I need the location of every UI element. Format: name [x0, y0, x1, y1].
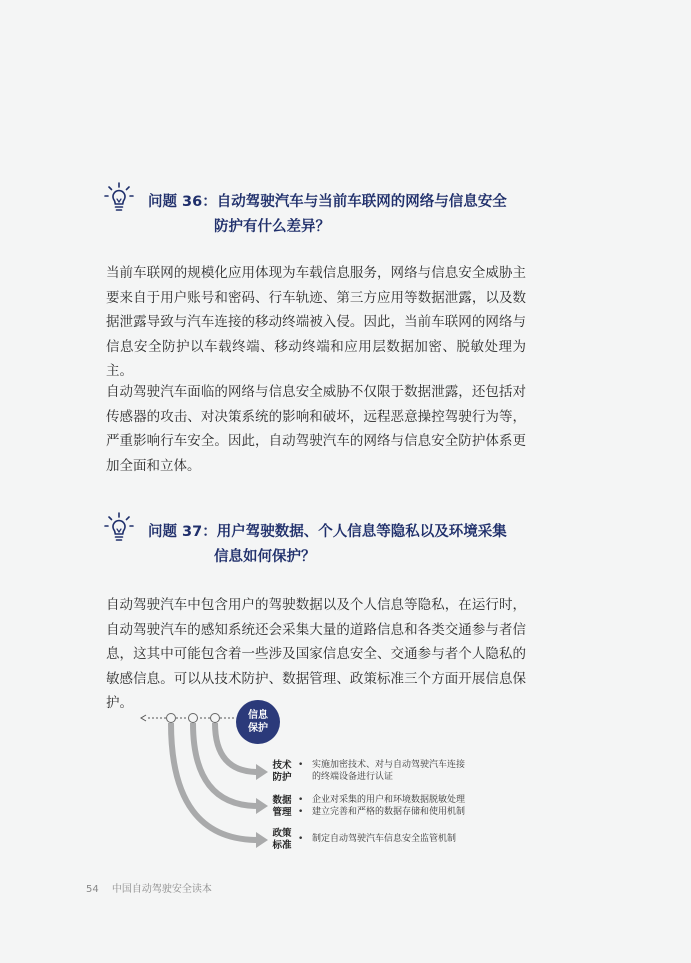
arrow-tech-head: [256, 764, 268, 780]
tech-protection-bullets: [298, 760, 465, 783]
category-label-line1: 政策: [272, 828, 292, 839]
category-label-line2: 标准: [272, 840, 292, 851]
category-data-management: [270, 795, 294, 819]
policy-standard-bullets: [298, 834, 456, 846]
info-protection-label-1: 信息: [248, 710, 268, 721]
bullet-dot: •: [298, 806, 304, 817]
bullet-item: [298, 760, 465, 783]
question-37-title-line1: 问题 37：用户驾驶数据、个人信息等隐私以及环境采集: [148, 524, 507, 540]
node-circle: [167, 714, 176, 723]
question-37-paragraph-1: 自动驾驶汽车中包含用户的驾驶数据以及个人信息等隐私，在运行时，自动驾驶汽车的感知系统还会采集大量的道路信息和各类交通参与者信息，这其中可能包含着一些涉及国家信息安全、交通参与者个人隐私的敏感信息。可以从技术防护、数据管理、政策标准三个方面开展信息保护。: [106, 597, 526, 711]
question-36-title-line2: 防护有什么差异？: [214, 219, 330, 235]
node-circle: [211, 714, 220, 723]
bullet-text: 制定自动驾驶汽车信息安全监管机制: [312, 834, 457, 844]
arrow-policy-head: [256, 832, 268, 848]
question-36-paragraph-2: 自动驾驶汽车面临的网络与信息安全威胁不仅限于数据泄露，还包括对传感器的攻击、对决策系统的影响和破坏，远程恶意操控驾驶行为等，严重影响行车安全。因此，自动驾驶汽车的网络与信息安全防护体系更加全面和立体。: [106, 384, 526, 474]
category-label-line1: 数据: [272, 795, 292, 806]
bullet-text: 实施加密技术、对与自动驾驶汽车连接: [312, 760, 466, 770]
info-protection-circle: [236, 700, 280, 744]
book-title: 中国自动驾驶安全读本: [111, 884, 212, 895]
category-label-line2: 管理: [272, 807, 292, 818]
page-number: 54: [86, 884, 99, 895]
bullet-item: [298, 795, 465, 807]
bullet-text: 建立完善和严格的数据存储和使用机制: [312, 806, 466, 817]
page-footer: [86, 880, 212, 895]
node-circle: [189, 714, 198, 723]
data-management-bullets: [298, 795, 465, 818]
category-label-line1: 技术: [272, 760, 292, 771]
bullet-item: [298, 834, 456, 846]
bullet-dot: •: [298, 760, 304, 770]
category-policy-standard: [270, 828, 294, 852]
bullet-text-continued: 的终端设备进行认证: [312, 771, 394, 782]
category-label-line2: 防护: [272, 772, 292, 783]
bullet-dot: •: [298, 834, 304, 844]
bullet-text: 企业对采集的用户和环境数据脱敏处理: [312, 795, 466, 805]
bullet-dot: •: [298, 795, 304, 805]
category-tech-protection: [270, 760, 294, 784]
question-37-title-line2: 信息如何保护？: [214, 549, 316, 565]
bullet-item: [298, 807, 465, 819]
arrow-data-head: [256, 798, 268, 814]
info-protection-label-2: 保护: [248, 723, 268, 734]
question-36-title-line1: 问题 36：自动驾驶汽车与当前车联网的网络与信息安全: [148, 194, 507, 210]
question-36-paragraph-1: 当前车联网的规模化应用体现为车载信息服务，网络与信息安全威胁主要来自于用户账号和密码、行车轨迹、第三方应用等数据泄露，以及数据泄露导致与汽车连接的移动终端被入侵。因此，当前车联网的网络与信息安全防护以车载终端、移动终端和应用层数据加密、脱敏处理为主。: [106, 265, 526, 379]
left-arrow-icon: [141, 715, 146, 721]
